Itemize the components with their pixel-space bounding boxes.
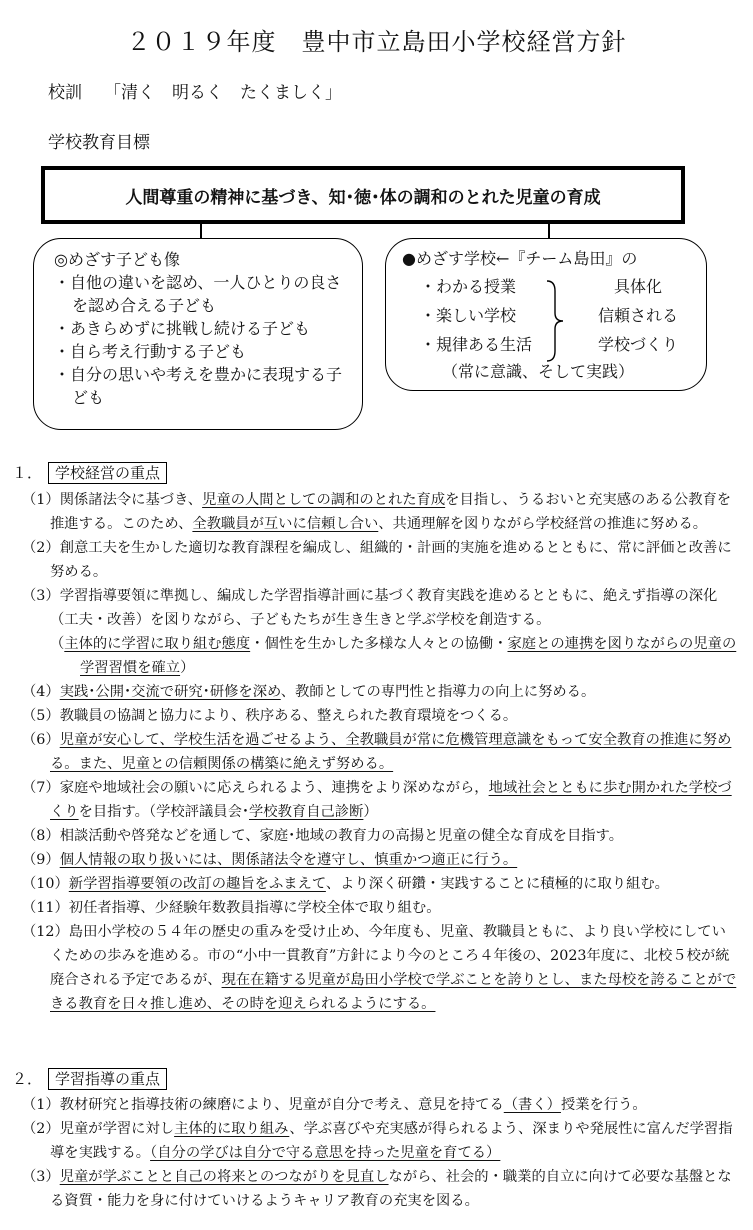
item-text: 島田小学校の５４年の歴史の重みを受け止め、今年度も、児童、教職員ともに、より良い学校にしていくための歩みを進める。市の“小中一貫教育”方針により今のところ４年後の、2023年度に、北校５校が統廃合される予定であるが、: [50, 924, 730, 988]
section2-item: [22, 1093, 738, 1117]
item-text: 、教師としての専門性と指導力の向上に努める。: [280, 684, 596, 700]
underlined-text: 家庭との連携を図りながらの児童の学習習慣を確立: [80, 636, 737, 676]
underlined-text: 全教職員が互いに信頼し合い: [192, 516, 379, 532]
school-image-right: 信頼される: [598, 306, 679, 325]
item-text: 授業を行う。: [560, 1097, 647, 1113]
item-text: 、学ぶ喜びや充実感が得られるよう、深まりや発展性に富んだ学習指導を実践する。: [50, 1121, 733, 1161]
item-text: 教材研究と指導技術の練磨により、児童が自分で考え、意見を持てる: [59, 1097, 504, 1113]
underlined-text: 個人情報の取り扱いには、関係諸法令を遵守し、慎重かつ適正に行う。: [59, 852, 518, 868]
section1-item: [22, 488, 738, 536]
motto-text: 「清く 明るく たくましく」: [104, 83, 342, 103]
child-image-item: ・ 自ら考え行動する子ども: [54, 340, 352, 363]
item-text: ・個性を生かした多様な人々との協働・: [250, 636, 508, 652]
section2-item-number: （2）: [22, 1121, 60, 1137]
section1-number: １．: [12, 464, 43, 482]
education-goal-text: 人間尊重の精神に基づき、知･徳･体の調和のとれた児童の育成: [125, 187, 601, 208]
section1-item: [22, 632, 738, 680]
school-image-box: [385, 238, 707, 391]
section1-list: [22, 488, 738, 1016]
section1-item: [22, 824, 738, 848]
section1-item: [22, 680, 738, 704]
section1-item-number: （1）: [22, 492, 60, 508]
school-image-right: 学校づくり: [598, 335, 679, 354]
section2-item-number: （1）: [22, 1097, 60, 1113]
school-motto: [48, 78, 342, 103]
underlined-text: 学校教育自己診断: [249, 804, 364, 820]
connector-right: [548, 224, 550, 238]
underlined-text: （自分の学びは自分で守る意思を持った児童を育てる）: [150, 1145, 501, 1161]
connector-left: [200, 224, 202, 238]
underlined-text: 児童が安心して、学校生活を過ごせるよう、全教職員が常に危機管理意識をもって安全教育の推進に努める。また、児童との信頼関係の構築に絶えず努める。: [50, 732, 732, 772]
underlined-text: 主体的に取り組み: [174, 1121, 290, 1137]
goal-label: 学校教育目標: [48, 133, 150, 153]
section1-item: [22, 704, 738, 728]
item-text: 教職員の協調と協力により、秩序ある、整えられた教育環境をつくる。: [59, 708, 518, 724]
section1-heading: [12, 462, 167, 484]
section1-item-number: （5）: [22, 708, 60, 724]
child-image-heading: ◎めざす子ども像: [54, 250, 180, 269]
item-text: ）: [180, 660, 195, 676]
motto-label: 校訓: [48, 83, 82, 103]
school-image-footer: （常に意識、そして実践）: [442, 362, 635, 381]
underlined-text: 児童が学ぶことと自己の将来とのつながりを見直し: [59, 1169, 389, 1185]
child-image-box: [33, 238, 363, 430]
section1-item-number: （3）: [22, 588, 60, 604]
section1-item: [22, 536, 738, 584]
school-image-item: ・ 規律ある生活: [420, 333, 532, 356]
item-text: ）: [363, 804, 378, 820]
section1-item-number: （8）: [22, 828, 60, 844]
underlined-text: 新学習指導要領の改訂の趣旨をふまえて: [68, 876, 326, 892]
section1-item: [22, 848, 738, 872]
item-text: 初任者指導、少経験年数教員指導に学校全体で取り組む。: [68, 900, 441, 916]
section1-item-number: （11）: [22, 900, 69, 916]
section1-item-number: （9）: [22, 852, 60, 868]
section1-item: [22, 920, 738, 1016]
item-text: 、共通理解を図りながら学校経営の推進に努める。: [378, 516, 708, 532]
underlined-text: 主体的に学習に取り組む態度: [64, 636, 251, 652]
school-image-right: 具体化: [614, 277, 663, 296]
school-image-heading: ●めざす学校←『チーム島田』の: [402, 249, 638, 268]
section2-item: [22, 1165, 738, 1213]
page-title: ２０１９年度 豊中市立島田小学校経営方針: [126, 28, 627, 56]
section1-item: [22, 896, 738, 920]
item-text: 相談活動や啓発などを通して、家庭･地域の教育力の高揚と児童の健全な育成を目指す。: [59, 828, 623, 844]
section2-item-number: （3）: [22, 1169, 60, 1185]
item-text: 関係諸法令に基づき、: [59, 492, 203, 508]
item-text: 家庭や地域社会の願いに応えられるよう、連携をより深めながら，: [59, 780, 489, 796]
child-image-item: ・ 自他の違いを認め、一人ひとりの良さを認め合える子ども: [54, 271, 352, 317]
child-image-item: ・ 自分の思いや考えを豊かに表現する子ども: [54, 363, 352, 409]
item-text: （: [50, 636, 65, 652]
section1-item-number: （12）: [22, 924, 69, 940]
section2-heading: [12, 1068, 167, 1090]
child-image-item: ・ あきらめずに挑戦し続ける子ども: [54, 317, 352, 340]
section2-title: 学習指導の重点: [48, 1068, 167, 1090]
underlined-text: 地域社会とともに歩む開かれた学校づくり: [50, 780, 732, 820]
section1-item: [22, 872, 738, 896]
underlined-text: 実践･公開･交流で研究･研修を深め: [59, 684, 281, 700]
item-text: 、より深く研鑽・実践することに積極的に取り組む。: [325, 876, 669, 892]
section2-number: ２．: [12, 1070, 43, 1088]
underlined-text: 児童の人間としての調和のとれた育成: [202, 492, 446, 508]
item-text: を目指し、うるおいと充実感のある公教育を推進する。このため、: [50, 492, 732, 532]
item-text: ながら、社会的・職業的自立に向けて必要な基盤となる資質・能力を身に付けていけるようキャリア教育の充実を図る。: [50, 1169, 732, 1209]
item-text: を目指す。（学校評議員会･: [78, 804, 250, 820]
section1-item: [22, 776, 738, 824]
section1-item-number: （7）: [22, 780, 60, 796]
section1-item-number: （4）: [22, 684, 60, 700]
education-goal-box: [41, 166, 685, 224]
item-text: 児童が学習に対し: [59, 1121, 175, 1137]
school-image-item: ・ わかる授業: [420, 275, 516, 298]
underlined-text: 現在在籍する児童が島田小学校で学ぶことを誇りとし、また母校を誇ることができる教育を日々推し進め、その時を迎えられるようにする。: [50, 972, 737, 1012]
section1-item: [22, 584, 738, 632]
underlined-text: （書く）: [503, 1097, 561, 1113]
curly-brace-icon: [544, 279, 566, 363]
section1-title: 学校経営の重点: [48, 462, 167, 484]
section1-item-number: （6）: [22, 732, 60, 748]
item-text: 学習指導要領に準拠し、編成した学習指導計画に基づく教育実践を進めるとともに、絶えず指導の深化（工夫・改善）を図りながら、子どもたちが生き生きと学ぶ学校を創造する。: [50, 588, 718, 628]
section2-item: [22, 1117, 738, 1165]
school-image-item: ・ 楽しい学校: [420, 304, 516, 327]
item-text: 創意工夫を生かした適切な教育課程を編成し、組織的・計画的実施を進めるとともに、常に評価と改善に努める。: [50, 540, 732, 580]
section1-item-number: （10）: [22, 876, 69, 892]
section1-item-number: （2）: [22, 540, 60, 556]
section2-list: [22, 1093, 738, 1213]
section1-item: [22, 728, 738, 776]
